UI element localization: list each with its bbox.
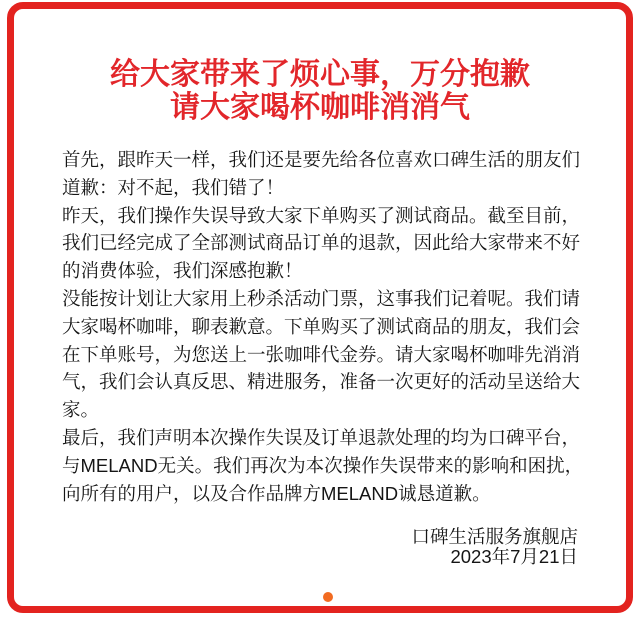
notice-title-line: 请大家喝杯咖啡消消气	[170, 91, 470, 124]
notice-title-line: 给大家带来了烦心事，万分抱歉	[110, 58, 530, 91]
body-paragraph: 昨天，我们操作失误导致大家下单购买了测试商品。截至目前，我们已经完成了全部测试商品订单的退款，因此给大家带来不好的消费体验，我们深感抱歉！	[62, 204, 581, 282]
carousel-indicator-dot[interactable]	[323, 592, 333, 602]
signature-date: 2023年7月21日	[450, 545, 578, 567]
notice-body	[62, 146, 592, 507]
body-paragraph: 没能按计划让大家用上秒杀活动门票，这事我们记着呢。我们请大家喝杯咖啡，聊表歉意。下单购买了测试商品的朋友，我们会在下单账号，为您送上一张咖啡代金券。请大家喝杯咖啡先消消气，我们会认真反思、精进服务，准备一次更好的活动呈送给大家。	[62, 287, 581, 421]
notice-title	[0, 58, 640, 124]
signature-issuer: 口碑生活服务旗舰店	[411, 526, 578, 547]
body-paragraph: 最后，我们声明本次操作失误及订单退款处理的均为口碑平台，与MELAND无关。我们再次为本次操作失误带来的影响和困扰，向所有的用户，以及合作品牌方MELAND诚恳道歉。	[62, 426, 584, 504]
body-paragraph: 首先，跟昨天一样，我们还是要先给各位喜欢口碑生活的朋友们道歉：对不起，我们错了！	[62, 149, 581, 198]
signature-block	[411, 527, 578, 566]
